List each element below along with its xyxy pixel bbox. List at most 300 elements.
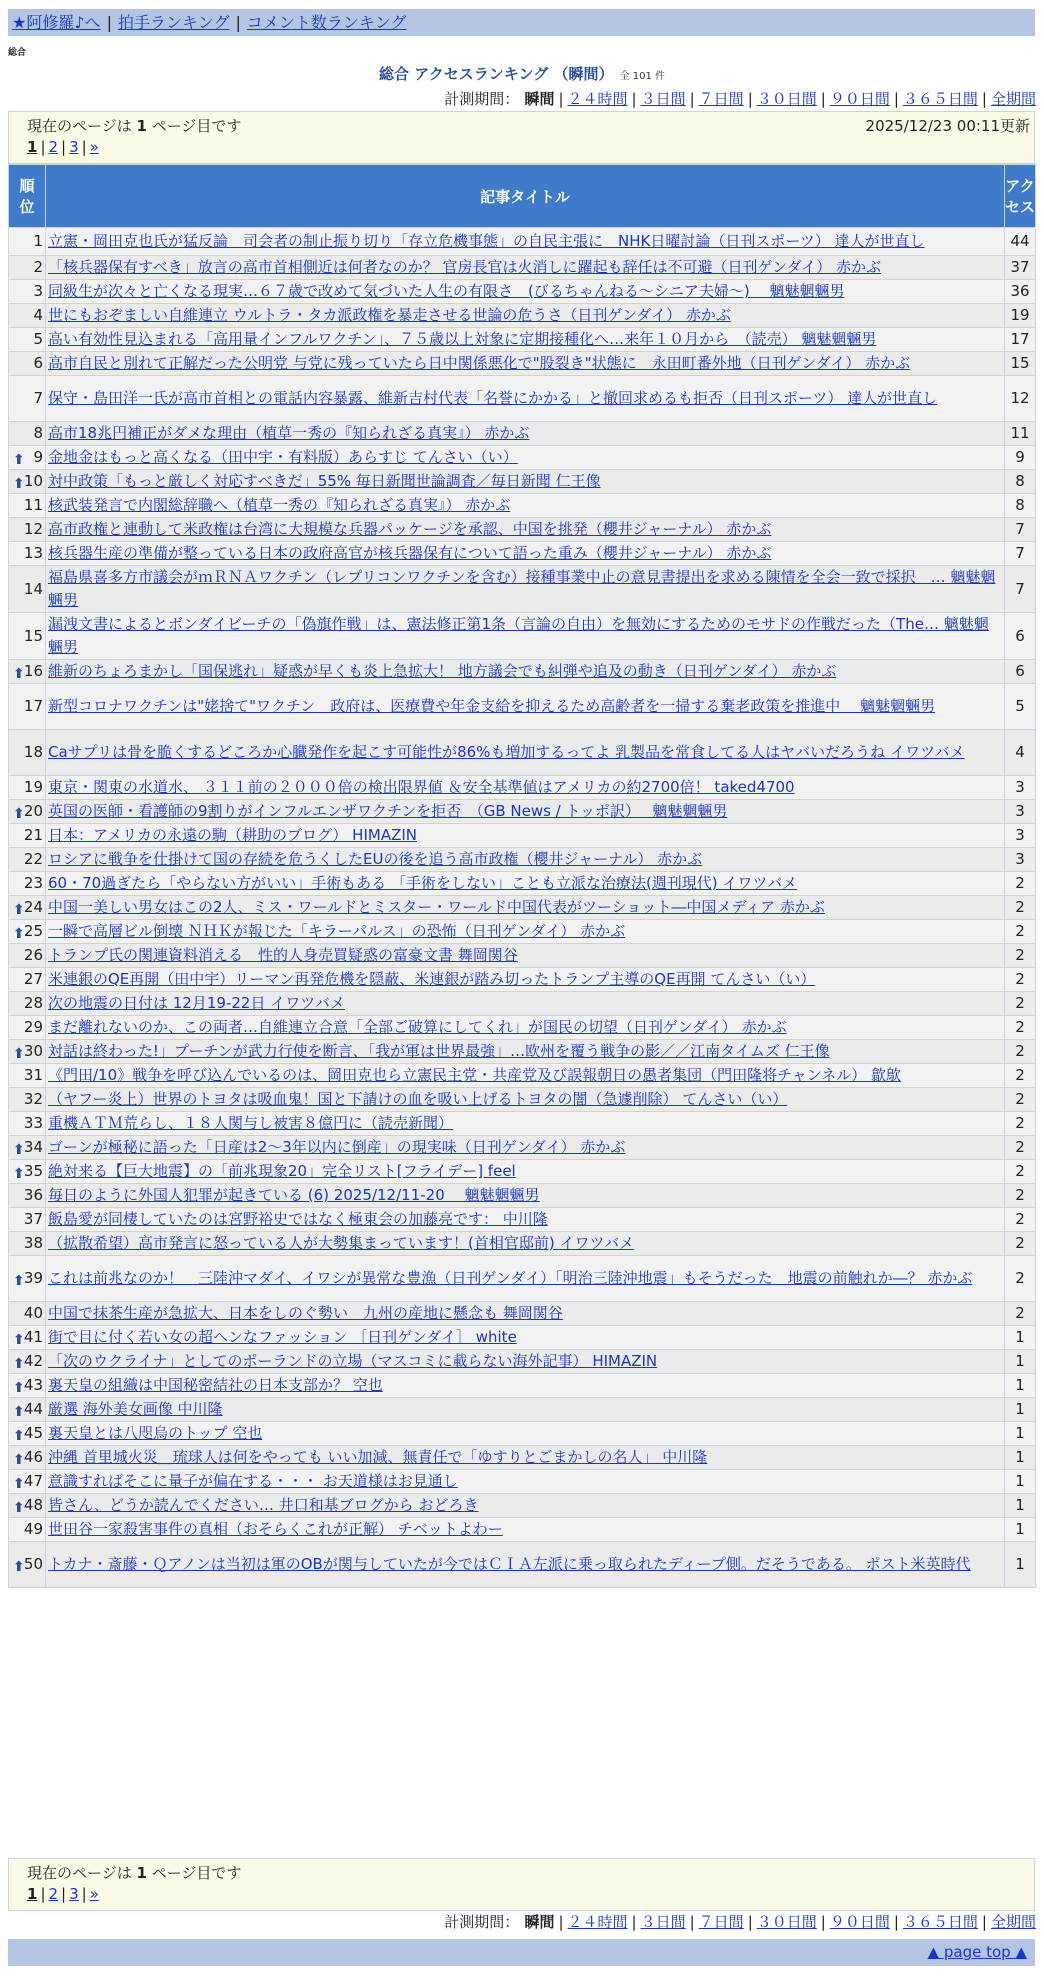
period-link-4[interactable]: ３０日間 <box>756 1913 817 1931</box>
period-link-6[interactable]: ３６５日間 <box>902 1913 978 1931</box>
title-cell <box>46 1256 1005 1302</box>
table-row <box>9 1422 1036 1446</box>
rank-cell <box>9 824 46 848</box>
access-cell: 44 <box>1005 228 1036 256</box>
table-row <box>9 422 1036 446</box>
article-link[interactable]: 対話は終わった!」プーチンが武力行使を断言、「我が軍は世界最強」…欧州を覆う戦争の影／／江南タイムズ 仁王像 <box>48 1042 830 1060</box>
article-link[interactable]: 日本：アメリカの永遠の駒（耕助のブログ） HIMAZIN <box>48 826 417 844</box>
access-cell: 1 <box>1005 1494 1036 1518</box>
access-cell: 19 <box>1005 304 1036 328</box>
access-cell: 2 <box>1005 920 1036 944</box>
total-count: 全 101 件 <box>619 71 665 82</box>
bottom-bar <box>8 1939 1035 1966</box>
rank-number: 46 <box>23 1448 43 1466</box>
period-link-7[interactable]: 全期間 <box>990 1913 1036 1931</box>
table-row <box>9 1542 1036 1588</box>
nav-separator: | <box>235 13 241 32</box>
table-row <box>9 920 1036 944</box>
article-link[interactable]: 高市18兆円補正がダメな理由（植草一秀の『知られざる真実』） 赤かぶ <box>48 424 530 442</box>
article-link[interactable]: 高い有効性見込まれる「高用量インフルワクチン」、７５歳以上対象に定期接種化へ…来年１０月から （読売） 魑魅魍魎男 <box>48 330 877 348</box>
access-cell: 2 <box>1005 1088 1036 1112</box>
rank-cell <box>9 518 46 542</box>
table-row <box>9 1112 1036 1136</box>
rank-cell <box>9 1208 46 1232</box>
rank-cell <box>9 1136 46 1160</box>
access-cell: 2 <box>1005 992 1036 1016</box>
title-cell <box>46 422 1005 446</box>
article-link[interactable]: 福島県喜多方市議会がｍＲＮＡワクチン（レプリコンワクチンを含む）接種事業中止の意見書提出を求める陳情を全会一致で採択 … 魑魅魍魎男 <box>48 568 996 609</box>
page-link-2[interactable]: 2 <box>48 138 59 156</box>
up-arrow-icon: ⬆ <box>13 1403 25 1420</box>
access-cell: 4 <box>1005 730 1036 776</box>
title-cell <box>46 328 1005 352</box>
rank-cell <box>9 304 46 328</box>
rank-cell <box>9 1040 46 1064</box>
article-link[interactable]: 世田谷一家殺害事件の真相（おそらくこれが正解） チベットよわー <box>48 1520 503 1538</box>
rank-cell <box>9 1494 46 1518</box>
access-cell: 3 <box>1005 848 1036 872</box>
access-cell: 2 <box>1005 1016 1036 1040</box>
rank-cell <box>9 920 46 944</box>
table-row <box>9 1136 1036 1160</box>
article-link[interactable]: 核武装発言で内閣総辞職へ（植草一秀の『知られざる真実』） 赤かぶ <box>48 496 511 514</box>
period-link-7[interactable]: 全期間 <box>990 90 1036 108</box>
period-current: 瞬間 <box>519 1913 555 1931</box>
access-cell: 2 <box>1005 1208 1036 1232</box>
rank-number: 13 <box>23 544 43 562</box>
table-row <box>9 518 1036 542</box>
page-info-suffix: ページ目です <box>146 1864 242 1882</box>
table-row <box>9 1016 1036 1040</box>
table-row <box>9 566 1036 613</box>
rank-cell <box>9 1374 46 1398</box>
period-link-2[interactable]: ３日間 <box>640 90 686 108</box>
rank-number: 8 <box>33 424 43 442</box>
table-row <box>9 944 1036 968</box>
article-link[interactable]: 絶対来る【巨大地震】の「前兆現象20」完全リスト[フライデー] feel <box>48 1162 516 1180</box>
article-link[interactable]: 重機ＡＴＭ荒らし、１８人関与し被害８億円に（読売新聞） <box>48 1114 454 1132</box>
rank-number: 48 <box>23 1496 43 1514</box>
access-cell: 11 <box>1005 422 1036 446</box>
table-row <box>9 1470 1036 1494</box>
article-link[interactable]: 英国の医師・看護師の9割りがインフルエンザワクチンを拒否 （GB News / トッポ訳） 魑魅魍魎男 <box>48 802 728 820</box>
article-link[interactable]: これは前兆なのか！ 三陸沖マダイ、イワシが異常な豊漁（日刊ゲンダイ）「明治三陸沖地震」もそうだった 地震の前触れか―？ 赤かぶ <box>48 1269 973 1287</box>
ranking-title-text: 総合 アクセスランキング （瞬間） <box>379 65 614 83</box>
access-cell: 2 <box>1005 1112 1036 1136</box>
pagination <box>27 1885 99 1903</box>
page-info-prefix: 現在のページは <box>27 117 137 135</box>
article-link[interactable]: 中国一美しい男女はこの2人、ミス・ワールドとミスター・ワールド中国代表がツーショット―中国メディア 赤かぶ <box>48 898 825 916</box>
article-link[interactable]: 高市政権と連動して米政権は台湾に大規模な兵器パッケージを承認、中国を挑発（櫻井ジャーナル） 赤かぶ <box>48 520 772 538</box>
access-cell: 1 <box>1005 1374 1036 1398</box>
article-link[interactable]: ゴーンが極秘に語った「日産は2～3年以内に倒産」の現実味（日刊ゲンダイ） 赤かぶ <box>48 1138 626 1156</box>
up-arrow-icon: ⬆ <box>13 1499 25 1516</box>
period-link-1[interactable]: ２４時間 <box>567 90 628 108</box>
rank-number: 4 <box>33 306 43 324</box>
title-cell <box>46 1016 1005 1040</box>
up-arrow-icon: ⬆ <box>13 1355 25 1372</box>
rank-number: 1 <box>33 232 43 250</box>
table-row <box>9 304 1036 328</box>
access-cell: 8 <box>1005 470 1036 494</box>
period-separator: | <box>981 90 987 108</box>
table-row <box>9 1232 1036 1256</box>
article-link[interactable]: トカナ・斎藤・Ｑアノンは当初は軍のOBが関与していたが今ではＣＩＡ左派に乗っ取られたディープ側。だそうである。 ポスト米英時代 <box>48 1555 971 1573</box>
access-cell: 2 <box>1005 1136 1036 1160</box>
rank-cell <box>9 1422 46 1446</box>
article-link[interactable]: 核兵器生産の準備が整っている日本の政府高官が核兵器保有について語った重み（櫻井ジャーナル） 赤かぶ <box>48 544 772 562</box>
up-arrow-icon: ⬆ <box>13 1427 25 1444</box>
table-row <box>9 1160 1036 1184</box>
period-separator: | <box>893 90 899 108</box>
period-link-3[interactable]: ７日間 <box>698 90 744 108</box>
table-row <box>9 684 1036 730</box>
clap-ranking-link[interactable]: 拍手ランキング <box>117 13 230 32</box>
period-separator: | <box>689 90 695 108</box>
rank-number: 33 <box>23 1114 43 1132</box>
rank-number: 40 <box>23 1304 43 1322</box>
rank-number: 3 <box>33 282 43 300</box>
table-row <box>9 542 1036 566</box>
title-cell <box>46 446 1005 470</box>
rank-cell <box>9 328 46 352</box>
article-link[interactable]: 中国で抹茶生産が急拡大、日本をしのぐ勢い 九州の産地に懸念も 舞岡関谷 <box>48 1304 563 1322</box>
article-link[interactable]: 飯島愛が同棲していたのは宮野裕史ではなく極東会の加藤亮です： 中川隆 <box>48 1210 548 1228</box>
period-separator: | <box>981 1913 987 1931</box>
period-link-6[interactable]: ３６５日間 <box>902 90 978 108</box>
access-cell: 2 <box>1005 1302 1036 1326</box>
title-cell <box>46 1374 1005 1398</box>
up-arrow-icon: ⬆ <box>13 1272 25 1289</box>
period-selector-bottom <box>444 1911 1036 1932</box>
page-info-text <box>27 115 241 136</box>
title-cell <box>46 352 1005 376</box>
rank-cell <box>9 470 46 494</box>
access-cell: 3 <box>1005 824 1036 848</box>
article-link[interactable]: 世にもおぞましい自維連立 ウルトラ・タカ派政権を暴走させる世論の危うさ（日刊ゲンダイ） 赤かぶ <box>48 306 731 324</box>
title-cell <box>46 1470 1005 1494</box>
access-cell: 15 <box>1005 352 1036 376</box>
table-row <box>9 494 1036 518</box>
table-row <box>9 730 1036 776</box>
access-cell: 37 <box>1005 256 1036 280</box>
title-cell <box>46 566 1005 613</box>
article-link[interactable]: 「次のウクライナ」としてのポーランドの立場（マスコミに載らない海外記事） HIMAZIN <box>48 1352 658 1370</box>
page-info-top <box>8 111 1035 164</box>
article-link[interactable]: 漏洩文書によるとボンダイビーチの「偽旗作戦」は、憲法修正第1条（言論の自由）を無効にするためのモサドの作戦だった（The… 魑魅魍魎男 <box>48 615 989 656</box>
access-cell: 12 <box>1005 376 1036 422</box>
title-cell <box>46 1542 1005 1588</box>
article-link[interactable]: 新型コロナワクチンは"姥捨て"ワクチン 政府は、医療費や年金支給を抑えるため高齢者を一掃する棄老政策を推進中 魑魅魍魎男 <box>48 697 936 715</box>
rank-cell <box>9 494 46 518</box>
rank-number: 17 <box>23 697 43 715</box>
table-row <box>9 660 1036 684</box>
article-link[interactable]: Caサプリは骨を脆くするどころか心臓発作を起こす可能性が86%も増加するってよ 乳製品を常食してる人はヤバいだろうね イワツバメ <box>48 743 965 761</box>
rank-number: 49 <box>23 1520 43 1538</box>
rank-number: 26 <box>23 946 43 964</box>
article-link[interactable]: 一瞬で高層ビル倒壊 ＮＨＫが報じた「キラーパルス」の恐怖（日刊ゲンダイ） 赤かぶ <box>48 922 626 940</box>
access-cell: 2 <box>1005 1256 1036 1302</box>
article-link[interactable]: 米連銀のQE再開（田中宇）リーマン再発危機を隠蔽、米連銀が踏み切ったトランプ主導のQE再開 てんさい（い） <box>48 970 816 988</box>
rank-number: 20 <box>23 802 43 820</box>
rank-number: 7 <box>33 389 43 407</box>
table-row <box>9 968 1036 992</box>
table-row <box>9 376 1036 422</box>
article-link[interactable]: （ヤフー炎上）世界のトヨタは吸血鬼！国と下請けの血を吸い上げるトヨタの闇（急遽削除） てんさい（い） <box>48 1090 788 1108</box>
access-cell: 2 <box>1005 1064 1036 1088</box>
page-separator: | <box>40 1885 46 1903</box>
rank-cell <box>9 1232 46 1256</box>
title-cell <box>46 800 1005 824</box>
up-arrow-icon: ⬆ <box>13 1331 25 1348</box>
access-cell: 2 <box>1005 1040 1036 1064</box>
rank-number: 22 <box>23 850 43 868</box>
page-link-2[interactable]: 2 <box>48 1885 59 1903</box>
rank-cell <box>9 1160 46 1184</box>
top-nav-bar <box>8 9 1035 36</box>
article-link[interactable]: 60・70過ぎたら「やらない方がいい」手術もある 「手術をしない」ことも立派な治療法(週刊現代) イワツバメ <box>48 874 798 892</box>
title-cell <box>46 848 1005 872</box>
title-cell <box>46 1136 1005 1160</box>
article-link[interactable]: 維新のちょろまかし「国保逃れ」疑惑が早くも炎上急拡大！ 地方議会でも糾弾や追及の動き（日刊ゲンダイ） 赤かぶ <box>48 662 837 680</box>
page-link-3[interactable]: 3 <box>69 1885 79 1903</box>
access-cell: 2 <box>1005 968 1036 992</box>
table-row <box>9 896 1036 920</box>
article-link[interactable]: 皆さん、どうか読んでください… 井口和基ブログから おどろき <box>48 1496 479 1514</box>
up-arrow-icon: ⬆ <box>13 805 25 822</box>
period-separator: | <box>820 1913 826 1931</box>
header-access <box>1005 165 1036 228</box>
table-row <box>9 256 1036 280</box>
access-cell: 1 <box>1005 1470 1036 1494</box>
article-link[interactable]: 高市自民と別れて正解だった公明党 与党に残っていたら日中関係悪化で"股裂き"状態に 永田町番外地（日刊ゲンダイ） 赤かぶ <box>48 354 911 372</box>
rank-cell <box>9 1112 46 1136</box>
rank-number: 25 <box>23 922 43 940</box>
up-arrow-icon: ⬆ <box>13 1558 25 1575</box>
period-separator: | <box>747 1913 753 1931</box>
rank-cell <box>9 1326 46 1350</box>
table-row <box>9 1446 1036 1470</box>
rank-cell <box>9 660 46 684</box>
access-cell: 7 <box>1005 566 1036 613</box>
table-row <box>9 848 1036 872</box>
title-cell <box>46 1494 1005 1518</box>
period-label: 計測期間： <box>444 1913 520 1931</box>
home-link[interactable]: ★阿修羅♪へ <box>12 13 101 32</box>
rank-number: 44 <box>23 1400 43 1418</box>
rank-cell <box>9 256 46 280</box>
article-link[interactable]: 金地金はもっと高くなる（田中宇・有料版）あらすじ てんさい（い） <box>48 448 518 466</box>
rank-cell <box>9 376 46 422</box>
article-link[interactable]: 東京・関東の水道水、 ３１１前の２０００倍の検出限界値 ＆安全基準値はアメリカの約2700倍！ taked4700 <box>48 778 795 796</box>
rank-number: 19 <box>23 778 43 796</box>
table-row <box>9 1494 1036 1518</box>
rank-cell <box>9 1302 46 1326</box>
title-cell <box>46 494 1005 518</box>
title-cell <box>46 776 1005 800</box>
period-link-2[interactable]: ３日間 <box>640 1913 686 1931</box>
title-cell <box>46 1232 1005 1256</box>
period-label: 計測期間： <box>444 90 520 108</box>
up-arrow-icon: ⬆ <box>13 1451 25 1468</box>
rank-cell <box>9 446 46 470</box>
rank-number: 24 <box>23 898 43 916</box>
article-link[interactable]: 次の地震の日付は 12月19-22日 イワツバメ <box>48 994 345 1012</box>
category-label: 総合 <box>8 48 27 58</box>
article-link[interactable]: ロシアに戦争を仕掛けて国の存続を危うくしたEUの後を追う高市政権（櫻井ジャーナル） 赤かぶ <box>48 850 703 868</box>
table-row <box>9 776 1036 800</box>
page-link-3[interactable]: 3 <box>69 138 79 156</box>
table-row <box>9 800 1036 824</box>
ranking-title <box>0 63 1044 84</box>
rank-number: 29 <box>23 1018 43 1036</box>
page-separator: | <box>61 1885 67 1903</box>
article-link[interactable]: 街で目に付く若い女の超ヘンなファッション ［日刊ゲンダイ］ white <box>48 1328 517 1346</box>
rank-cell <box>9 1184 46 1208</box>
rank-number: 11 <box>23 496 43 514</box>
period-separator: | <box>893 1913 899 1931</box>
rank-number: 28 <box>23 994 43 1012</box>
article-link[interactable]: 同級生が次々と亡くなる現実…６７歳で改めて気づいた人生の有限さ (びるちゃんねる～シニア夫婦～) 魑魅魍魎男 <box>48 282 845 300</box>
table-row <box>9 228 1036 256</box>
rank-cell <box>9 613 46 660</box>
title-cell <box>46 518 1005 542</box>
period-link-1[interactable]: ２４時間 <box>567 1913 628 1931</box>
rank-number: 15 <box>23 626 43 645</box>
article-link[interactable]: 立憲・岡田克也氏が猛反論 司会者の制止振り切り「存立危機事態」の自民主張に NHK日曜討論（日刊スポーツ） 達人が世直し <box>48 232 925 250</box>
table-row <box>9 470 1036 494</box>
article-link[interactable]: 沖縄 首里城火災＿琉球人は何をやっても いい加減、無責任で「ゆすりとごまかしの名人」 中川隆 <box>48 1448 708 1466</box>
table-row <box>9 613 1036 660</box>
up-arrow-icon: ⬆ <box>13 451 25 468</box>
nav-separator: | <box>106 13 112 32</box>
period-separator: | <box>558 90 564 108</box>
header-rank <box>9 165 46 228</box>
rank-number: 5 <box>33 330 43 348</box>
page-next-link[interactable]: » <box>89 138 99 156</box>
article-link[interactable]: 「核兵器保有すべき」放言の高市首相側近は何者なのか？ 官房長官は火消しに躍起も辞任は不可避（日刊ゲンダイ） 赤かぶ <box>48 258 882 276</box>
period-separator: | <box>820 90 826 108</box>
page-separator: | <box>40 138 46 156</box>
access-cell: 7 <box>1005 542 1036 566</box>
title-cell <box>46 992 1005 1016</box>
access-cell: 2 <box>1005 1160 1036 1184</box>
title-cell <box>46 872 1005 896</box>
table-row <box>9 1350 1036 1374</box>
title-cell <box>46 896 1005 920</box>
period-link-5[interactable]: ９０日間 <box>829 1913 890 1931</box>
rank-number: 43 <box>23 1376 43 1394</box>
table-row <box>9 872 1036 896</box>
header-rank-text: 順 位 <box>19 177 35 216</box>
title-cell <box>46 1160 1005 1184</box>
page-current: 1 <box>27 1885 38 1903</box>
rank-number: 42 <box>23 1352 43 1370</box>
rank-cell <box>9 684 46 730</box>
title-cell <box>46 1302 1005 1326</box>
period-link-3[interactable]: ７日間 <box>698 1913 744 1931</box>
rank-number: 38 <box>23 1234 43 1252</box>
period-link-4[interactable]: ３０日間 <box>756 90 817 108</box>
table-row <box>9 1256 1036 1302</box>
article-link[interactable]: 保守・島田洋一氏が高市首相との電話内容暴露、維新吉村代表「名誉にかかる」と撤回求めるも拒否（日刊スポーツ） 達人が世直し <box>48 389 938 407</box>
rank-number: 30 <box>23 1042 43 1060</box>
page-info-number: 1 <box>136 1864 147 1882</box>
access-cell: 6 <box>1005 660 1036 684</box>
table-row <box>9 1208 1036 1232</box>
article-link[interactable]: 対中政策「もっと厳しく対応すべきだ」55% 毎日新聞世論調査／毎日新聞 仁王像 <box>48 472 601 490</box>
article-link[interactable]: 裏天皇とは八咫烏のトップ 空也 <box>48 1424 263 1442</box>
ranking-table <box>8 164 1036 1588</box>
title-cell <box>46 1326 1005 1350</box>
access-cell: 1 <box>1005 1542 1036 1588</box>
access-cell: 1 <box>1005 1446 1036 1470</box>
access-cell: 3 <box>1005 776 1036 800</box>
rank-cell <box>9 776 46 800</box>
article-link[interactable]: 意識すればそこに量子が偏在する・・・ お天道様はお見通し <box>48 1472 458 1490</box>
period-separator: | <box>747 90 753 108</box>
rank-cell <box>9 872 46 896</box>
title-cell <box>46 1422 1005 1446</box>
table-row <box>9 1040 1036 1064</box>
rank-cell <box>9 1088 46 1112</box>
article-link[interactable]: 《門田/10》戦争を呼び込んでいるのは、岡田克也ら立憲民主党・共産党及び誤報朝日の愚者集団（門田隆将チャンネル） 歙歍 <box>48 1066 902 1084</box>
rank-cell <box>9 1470 46 1494</box>
article-link[interactable]: 裏天皇の組織は中国秘密結社の日本支部か？ 空也 <box>48 1376 383 1394</box>
access-cell: 2 <box>1005 1184 1036 1208</box>
page-separator: | <box>61 138 67 156</box>
header-title: 記事タイトル <box>46 165 1005 228</box>
page-top-link[interactable]: ▲ page top ▲ <box>927 1943 1027 1961</box>
title-cell <box>46 1064 1005 1088</box>
article-link[interactable]: トランプ氏の関連資料消える 性的人身売買疑惑の富豪文書 舞岡関谷 <box>48 946 518 964</box>
table-row <box>9 1374 1036 1398</box>
period-separator: | <box>558 1913 564 1931</box>
access-cell: 2 <box>1005 944 1036 968</box>
page-separator: | <box>81 1885 87 1903</box>
article-link[interactable]: 毎日のように外国人犯罪が起きている (6) 2025/12/11-20 魑魅魍魎男 <box>48 1186 540 1204</box>
rank-cell <box>9 896 46 920</box>
up-arrow-icon: ⬆ <box>13 925 25 942</box>
rank-number: 23 <box>23 874 43 892</box>
article-link[interactable]: まだ離れないのか、この両者…自維連立合意「全部ご破算にしてくれ」が国民の切望（日刊ゲンダイ） 赤かぶ <box>48 1018 787 1036</box>
title-cell <box>46 1040 1005 1064</box>
period-separator: | <box>631 90 637 108</box>
table-row <box>9 328 1036 352</box>
article-link[interactable]: （拡散希望）高市発言に怒っている人が大勢集まっています！(首相官邸前) イワツバメ <box>48 1234 635 1252</box>
access-cell: 7 <box>1005 518 1036 542</box>
article-link[interactable]: 厳選 海外美女画像 中川隆 <box>48 1400 223 1418</box>
up-arrow-icon: ⬆ <box>13 901 25 918</box>
access-cell: 1 <box>1005 1398 1036 1422</box>
page-next-link[interactable]: » <box>89 1885 99 1903</box>
table-row <box>9 446 1036 470</box>
table-row <box>9 1302 1036 1326</box>
rank-number: 41 <box>23 1328 43 1346</box>
rank-number: 12 <box>23 520 43 538</box>
period-link-5[interactable]: ９０日間 <box>829 90 890 108</box>
comment-ranking-link[interactable]: コメント数ランキング <box>246 13 407 32</box>
rank-cell <box>9 542 46 566</box>
table-header-row <box>9 165 1036 228</box>
title-cell <box>46 1184 1005 1208</box>
rank-cell <box>9 228 46 256</box>
rank-number: 47 <box>23 1472 43 1490</box>
up-arrow-icon: ⬆ <box>13 1045 25 1062</box>
rank-cell <box>9 422 46 446</box>
access-cell: 2 <box>1005 872 1036 896</box>
title-cell <box>46 1350 1005 1374</box>
